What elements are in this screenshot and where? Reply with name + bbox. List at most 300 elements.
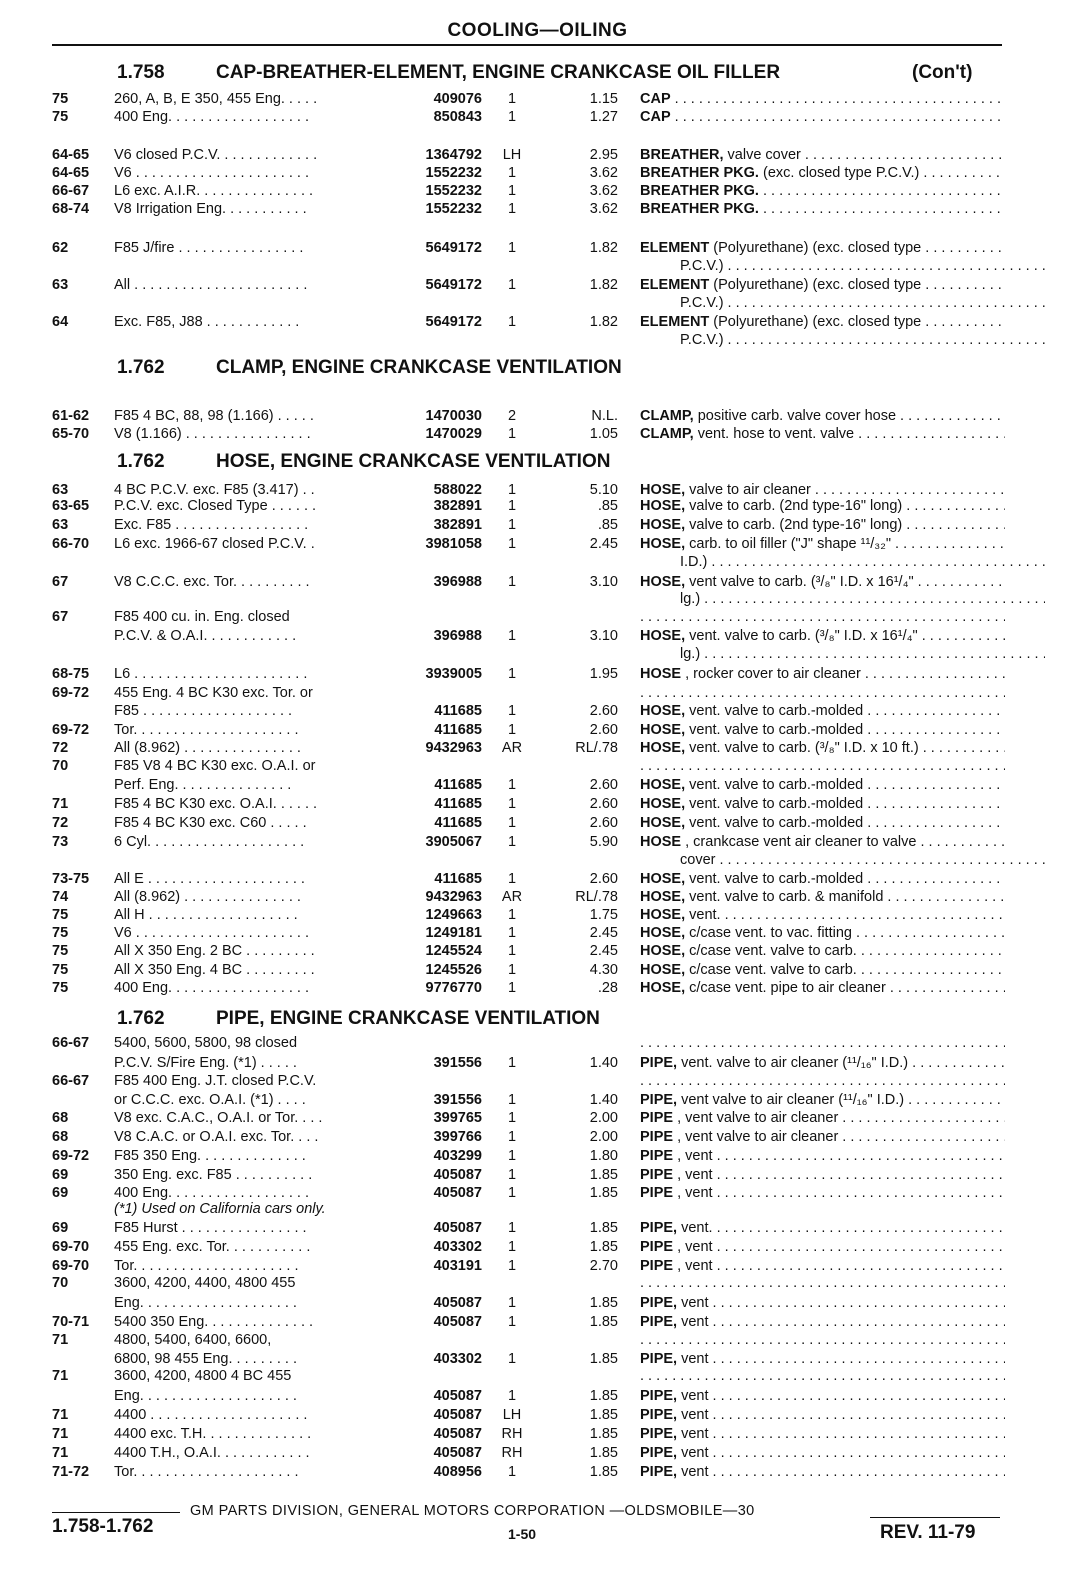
part-description bbox=[640, 200, 1005, 218]
price: 1.40 bbox=[589, 1055, 618, 1071]
part-number: 403299 bbox=[433, 1148, 482, 1164]
model-year: 71 bbox=[52, 1407, 69, 1423]
part-description bbox=[640, 497, 1005, 515]
part-number: 588022 bbox=[433, 482, 482, 498]
part-detail: vent valve to carb. (³/₈" I.D. x 16¹/₄" . . . bbox=[685, 574, 1005, 590]
part-name: PIPE, bbox=[640, 1220, 678, 1236]
part-name: CLAMP, bbox=[640, 408, 694, 424]
application: Eng. . . . . . . . . . . . . . . . . . . . bbox=[114, 1388, 297, 1404]
part-number: 405087 bbox=[433, 1388, 482, 1404]
part-description bbox=[640, 1128, 1005, 1146]
price: 1.05 bbox=[589, 426, 618, 442]
part-number: 411685 bbox=[434, 722, 482, 738]
part-name: PIPE bbox=[640, 1110, 674, 1126]
part-description bbox=[640, 1444, 1005, 1462]
price: 1.85 bbox=[589, 1220, 618, 1236]
part-name: HOSE, bbox=[640, 962, 686, 978]
part-name: PIPE bbox=[640, 1167, 674, 1183]
part-description bbox=[640, 164, 1005, 182]
part-number: 3939005 bbox=[425, 666, 482, 682]
application: 455 Eng. exc. Tor. . . . . . . . . . . bbox=[114, 1239, 311, 1255]
part-description bbox=[640, 516, 1005, 534]
part-description bbox=[640, 1313, 1005, 1331]
part-detail: c/case vent. valve to carb. . . . bbox=[685, 943, 1005, 959]
part-description bbox=[640, 645, 1045, 663]
application: or C.C.C. exc. O.A.I. (*1) . . . . bbox=[114, 1092, 306, 1108]
price: 1.85 bbox=[589, 1426, 618, 1442]
part-description bbox=[640, 757, 1005, 775]
part-name: HOSE bbox=[640, 666, 682, 682]
quantity: 1 bbox=[507, 925, 517, 941]
part-description bbox=[640, 573, 1005, 591]
quantity: 1 bbox=[507, 628, 517, 644]
price: 5.90 bbox=[589, 834, 618, 850]
application: 4400 exc. T.H. . . . . . . . . . . . . . bbox=[114, 1426, 312, 1442]
application: All X 350 Eng. 2 BC . . . . . . . . . bbox=[114, 943, 315, 959]
model-year: 69-70 bbox=[52, 1239, 90, 1255]
model-year: 75 bbox=[52, 980, 69, 996]
part-number: 405087 bbox=[433, 1426, 482, 1442]
quantity: 1 bbox=[507, 796, 517, 812]
quantity: 1 bbox=[507, 1239, 517, 1255]
part-number: 1470029 bbox=[425, 426, 482, 442]
application: F85 . . . . . . . . . . . . . . . . . . . bbox=[114, 703, 293, 719]
quantity: 1 bbox=[507, 314, 517, 330]
part-number: 3905067 bbox=[425, 834, 482, 850]
price: 2.60 bbox=[589, 703, 618, 719]
model-year: 68 bbox=[52, 1110, 69, 1126]
part-number: 1245524 bbox=[425, 943, 482, 959]
quantity: 1 bbox=[507, 536, 517, 552]
price: RL/.78 bbox=[575, 740, 618, 756]
part-name: HOSE, bbox=[640, 871, 686, 887]
part-name: HOSE, bbox=[640, 796, 686, 812]
part-description bbox=[640, 608, 1005, 626]
part-detail: (Polyurethane) (exc. closed type . . . bbox=[709, 277, 1005, 293]
quantity: 1 bbox=[507, 1055, 517, 1071]
part-detail bbox=[671, 109, 1005, 125]
part-detail: lg.) . . . bbox=[680, 646, 1045, 662]
application: All X 350 Eng. 4 BC . . . . . . . . . bbox=[114, 962, 315, 978]
part-description bbox=[640, 239, 1005, 257]
price: 2.60 bbox=[589, 777, 618, 793]
footer-page-number: 1-50 bbox=[508, 1526, 537, 1542]
part-number: 396988 bbox=[433, 628, 482, 644]
part-detail: vent . . . bbox=[677, 1388, 1005, 1404]
part-number: 5649172 bbox=[425, 277, 482, 293]
price: 2.60 bbox=[589, 722, 618, 738]
part-name: PIPE, bbox=[640, 1407, 678, 1423]
section-title: CLAMP, ENGINE CRANKCASE VENTILATION bbox=[216, 357, 622, 378]
part-detail bbox=[759, 201, 1005, 217]
part-name: PIPE bbox=[640, 1185, 674, 1201]
model-year: 71 bbox=[52, 1368, 69, 1384]
part-number: 403302 bbox=[433, 1351, 482, 1367]
part-detail: vent. . . . bbox=[685, 907, 1005, 923]
quantity: 1 bbox=[507, 907, 517, 923]
footer-rule-left bbox=[52, 1512, 180, 1513]
part-name: PIPE, bbox=[640, 1092, 678, 1108]
price: 2.00 bbox=[589, 1129, 618, 1145]
part-description bbox=[640, 331, 1045, 349]
part-description bbox=[640, 313, 1005, 331]
application: L6 . . . . . . . . . . . . . . . . . . . . . . bbox=[114, 666, 308, 682]
part-description bbox=[640, 1184, 1005, 1202]
price: 2.95 bbox=[589, 147, 618, 163]
quantity: 1 bbox=[507, 201, 517, 217]
part-name: HOSE bbox=[640, 834, 682, 850]
price: 1.85 bbox=[589, 1445, 618, 1461]
part-description bbox=[640, 1147, 1005, 1165]
part-detail: , crankcase vent air cleaner to valve . . . bbox=[681, 834, 1005, 850]
part-number: 411685 bbox=[434, 777, 482, 793]
part-name: HOSE, bbox=[640, 722, 686, 738]
part-description bbox=[640, 906, 1005, 924]
quantity: 1 bbox=[507, 1185, 517, 1201]
application: Tor. . . . . . . . . . . . . . . . . . . . . bbox=[114, 722, 299, 738]
application: F85 4 BC, 88, 98 (1.166) . . . . . bbox=[114, 408, 314, 424]
part-detail bbox=[671, 91, 1005, 107]
part-number: 9432963 bbox=[425, 740, 482, 756]
part-description bbox=[640, 1238, 1005, 1256]
quantity: 1 bbox=[507, 871, 517, 887]
model-year: 75 bbox=[52, 109, 69, 125]
quantity: 1 bbox=[507, 1258, 517, 1274]
application: V8 Irrigation Eng. . . . . . . . . . . bbox=[114, 201, 307, 217]
part-description bbox=[640, 1463, 1005, 1481]
part-detail: valve to air cleaner . . . bbox=[685, 482, 1005, 498]
part-description bbox=[640, 684, 1005, 702]
quantity: 1 bbox=[507, 1129, 517, 1145]
part-detail: , vent . . . bbox=[673, 1185, 1005, 1201]
model-year: 62 bbox=[52, 240, 69, 256]
quantity: 1 bbox=[507, 1388, 517, 1404]
part-detail: vent . . . bbox=[677, 1295, 1005, 1311]
part-detail: (Polyurethane) (exc. closed type . . . bbox=[709, 314, 1005, 330]
application: Tor. . . . . . . . . . . . . . . . . . . . . bbox=[114, 1258, 299, 1274]
quantity: 1 bbox=[507, 1351, 517, 1367]
model-year: 69-72 bbox=[52, 1148, 90, 1164]
part-description bbox=[640, 979, 1005, 997]
part-detail: positive carb. valve cover hose . . . . . . bbox=[694, 408, 1005, 424]
part-description bbox=[640, 1166, 1005, 1184]
quantity: RH bbox=[501, 1426, 523, 1442]
application: 350 Eng. exc. F85 . . . . . . . . . . bbox=[114, 1167, 313, 1183]
part-number: 399766 bbox=[433, 1129, 482, 1145]
model-year: 66-67 bbox=[52, 183, 90, 199]
price: 2.45 bbox=[589, 943, 618, 959]
application: F85 Hurst . . . . . . . . . . . . . . . . bbox=[114, 1220, 307, 1236]
quantity: AR bbox=[501, 889, 523, 905]
part-description bbox=[640, 182, 1005, 200]
price: N.L. bbox=[591, 408, 618, 424]
part-description bbox=[640, 1387, 1005, 1405]
application: 5400 350 Eng. . . . . . . . . . . . . . bbox=[114, 1314, 314, 1330]
section-title: HOSE, ENGINE CRANKCASE VENTILATION bbox=[216, 451, 611, 472]
part-number: 408956 bbox=[433, 1464, 482, 1480]
application: V8 (1.166) . . . . . . . . . . . . . . . . bbox=[114, 426, 311, 442]
part-description bbox=[640, 1091, 1005, 1109]
part-detail: vent . . . bbox=[677, 1426, 1005, 1442]
application: All H . . . . . . . . . . . . . . . . . . . bbox=[114, 907, 298, 923]
part-description bbox=[640, 1219, 1005, 1237]
application: 455 Eng. 4 BC K30 exc. Tor. or bbox=[114, 685, 313, 701]
part-description bbox=[640, 590, 1045, 608]
part-detail: c/case vent. to vac. fitting . . . bbox=[685, 925, 1005, 941]
application: F85 400 Eng. J.T. closed P.C.V. bbox=[114, 1073, 317, 1089]
price: .85 bbox=[597, 498, 618, 514]
part-number: 5649172 bbox=[425, 240, 482, 256]
application: F85 4 BC K30 exc. C60 . . . . . bbox=[114, 815, 307, 831]
section-heading bbox=[117, 62, 973, 84]
quantity: 1 bbox=[507, 109, 517, 125]
application: L6 exc. 1966-67 closed P.C.V. . bbox=[114, 536, 315, 552]
part-description bbox=[640, 1034, 1005, 1052]
part-detail: valve to carb. (2nd type-16" long) . . . . . bbox=[685, 517, 1005, 533]
part-number: 3981058 bbox=[425, 536, 482, 552]
part-name: PIPE, bbox=[640, 1351, 678, 1367]
part-name: HOSE, bbox=[640, 740, 686, 756]
part-description bbox=[640, 407, 1005, 425]
application: Exc. F85 . . . . . . . . . . . . . . . . . bbox=[114, 517, 309, 533]
part-description bbox=[640, 833, 1005, 851]
price: 3.62 bbox=[589, 183, 618, 199]
quantity: LH bbox=[502, 1407, 522, 1423]
price: 3.10 bbox=[589, 628, 618, 644]
model-year: 69-72 bbox=[52, 722, 90, 738]
quantity: 1 bbox=[507, 1295, 517, 1311]
price: 1.85 bbox=[589, 1239, 618, 1255]
part-detail: vent. valve to carb.-molded . . . bbox=[685, 777, 1005, 793]
part-description bbox=[640, 1109, 1005, 1127]
model-year: 66-67 bbox=[52, 1073, 90, 1089]
application: V8 C.C.C. exc. Tor. . . . . . . . . . bbox=[114, 574, 310, 590]
application: V6 closed P.C.V. . . . . . . . . . . . . bbox=[114, 147, 318, 163]
quantity: LH bbox=[502, 147, 522, 163]
part-detail: , vent valve to air cleaner . . . bbox=[673, 1129, 1005, 1145]
part-number: 1245526 bbox=[425, 962, 482, 978]
price: 1.85 bbox=[589, 1167, 618, 1183]
price: 1.85 bbox=[589, 1351, 618, 1367]
model-year: 68 bbox=[52, 1129, 69, 1145]
part-name: HOSE, bbox=[640, 517, 686, 533]
model-year: 71 bbox=[52, 1445, 69, 1461]
footnote: (*1) Used on California cars only. bbox=[114, 1201, 326, 1217]
part-description bbox=[640, 702, 1005, 720]
quantity: 1 bbox=[507, 165, 517, 181]
part-description bbox=[640, 425, 1005, 443]
section-title: PIPE, ENGINE CRANKCASE VENTILATION bbox=[216, 1008, 600, 1029]
part-description bbox=[640, 814, 1005, 832]
price: 1.15 bbox=[589, 91, 618, 107]
quantity: RH bbox=[501, 1445, 523, 1461]
part-number: 405087 bbox=[433, 1407, 482, 1423]
part-description bbox=[640, 553, 1045, 571]
footer-section-range: 1.758-1.762 bbox=[52, 1516, 154, 1537]
model-year: 71 bbox=[52, 1332, 69, 1348]
part-number: 405087 bbox=[433, 1295, 482, 1311]
quantity: 1 bbox=[507, 498, 517, 514]
part-description bbox=[640, 108, 1005, 126]
model-year: 63 bbox=[52, 517, 69, 533]
part-number: 9776770 bbox=[425, 980, 482, 996]
model-year: 63-65 bbox=[52, 498, 90, 514]
part-name: HOSE, bbox=[640, 980, 686, 996]
model-year: 64-65 bbox=[52, 165, 90, 181]
page-title: COOLING—OILING bbox=[447, 20, 628, 41]
part-description bbox=[640, 1406, 1005, 1424]
part-detail bbox=[640, 758, 1005, 774]
model-year: 70 bbox=[52, 758, 69, 774]
application: 4400 T.H., O.A.I. . . . . . . . . . . . bbox=[114, 1445, 310, 1461]
model-year: 73-75 bbox=[52, 871, 90, 887]
part-number: 405087 bbox=[433, 1314, 482, 1330]
model-year: 68-74 bbox=[52, 201, 90, 217]
part-name: PIPE, bbox=[640, 1055, 678, 1071]
price: 2.60 bbox=[589, 871, 618, 887]
application: 400 Eng. . . . . . . . . . . . . . . . . . bbox=[114, 980, 310, 996]
quantity: 1 bbox=[507, 980, 517, 996]
model-year: 69 bbox=[52, 1185, 69, 1201]
part-detail: vent. hose to vent. valve . . . bbox=[694, 426, 1005, 442]
part-description bbox=[640, 276, 1005, 294]
part-description bbox=[640, 1274, 1005, 1292]
part-description bbox=[640, 739, 1005, 757]
application: All . . . . . . . . . . . . . . . . . . . . . . bbox=[114, 277, 308, 293]
application: 3600, 4200, 4400, 4800 455 bbox=[114, 1275, 296, 1291]
application: 6800, 98 455 Eng. . . . . . . . . bbox=[114, 1351, 297, 1367]
price: 2.45 bbox=[589, 536, 618, 552]
application: F85 350 Eng. . . . . . . . . . . . . . bbox=[114, 1148, 306, 1164]
part-detail: P.C.V.) . . . bbox=[680, 295, 1045, 311]
quantity: 1 bbox=[507, 815, 517, 831]
price: 1.40 bbox=[589, 1092, 618, 1108]
part-number: 396988 bbox=[433, 574, 482, 590]
section-number: 1.762 bbox=[117, 357, 165, 378]
part-description bbox=[640, 294, 1045, 312]
part-description bbox=[640, 1294, 1005, 1312]
part-description bbox=[640, 851, 1045, 869]
part-detail: (Polyurethane) (exc. closed type . . . bbox=[709, 240, 1005, 256]
part-number: 405087 bbox=[433, 1445, 482, 1461]
part-description bbox=[640, 1072, 1005, 1090]
application: 5400, 5600, 5800, 98 closed bbox=[114, 1035, 298, 1051]
part-name: HOSE, bbox=[640, 498, 686, 514]
part-number: 411685 bbox=[434, 703, 482, 719]
part-name: HOSE, bbox=[640, 943, 686, 959]
price: 1.85 bbox=[589, 1407, 618, 1423]
model-year: 75 bbox=[52, 907, 69, 923]
price: 1.85 bbox=[589, 1185, 618, 1201]
part-description bbox=[640, 942, 1005, 960]
part-name: PIPE, bbox=[640, 1464, 678, 1480]
part-detail: P.C.V.) . . . bbox=[680, 258, 1045, 274]
application: 400 Eng. . . . . . . . . . . . . . . . . . bbox=[114, 1185, 310, 1201]
model-year: 75 bbox=[52, 962, 69, 978]
quantity: AR bbox=[501, 740, 523, 756]
price: 1.85 bbox=[589, 1295, 618, 1311]
part-detail: vent. . . . bbox=[677, 1220, 1005, 1236]
part-detail: vent . . . bbox=[677, 1445, 1005, 1461]
section-number: 1.762 bbox=[117, 1008, 165, 1029]
section-number: 1.762 bbox=[117, 451, 165, 472]
model-year: 70 bbox=[52, 1275, 69, 1291]
part-description bbox=[640, 627, 1005, 645]
model-year: 70-71 bbox=[52, 1314, 90, 1330]
part-description bbox=[640, 888, 1005, 906]
application: F85 400 cu. in. Eng. closed bbox=[114, 609, 290, 625]
section-heading bbox=[117, 357, 622, 379]
part-detail: (exc. closed type P.C.V.) . . . . bbox=[759, 165, 1005, 181]
application: V6 . . . . . . . . . . . . . . . . . . . . . . bbox=[114, 165, 309, 181]
part-name: CAP bbox=[640, 91, 671, 107]
part-detail: vent. valve to carb. (³/₈" I.D. x 10 ft.) . . . bbox=[685, 740, 1005, 756]
part-name: PIPE, bbox=[640, 1388, 678, 1404]
application: 6 Cyl. . . . . . . . . . . . . . . . . . . . bbox=[114, 834, 305, 850]
part-number: 382891 bbox=[433, 517, 482, 533]
part-description bbox=[640, 870, 1005, 888]
model-year: 71 bbox=[52, 1426, 69, 1442]
model-year: 75 bbox=[52, 943, 69, 959]
part-description bbox=[640, 535, 1005, 553]
application: All E . . . . . . . . . . . . . . . . . . . . bbox=[114, 871, 305, 887]
part-detail: , vent . . . bbox=[673, 1148, 1005, 1164]
part-detail bbox=[640, 1368, 1005, 1384]
part-name: HOSE, bbox=[640, 536, 686, 552]
part-detail bbox=[759, 183, 1005, 199]
part-name: ELEMENT bbox=[640, 314, 710, 330]
price: .85 bbox=[597, 517, 618, 533]
model-year: 72 bbox=[52, 815, 69, 831]
price: 4.30 bbox=[589, 962, 618, 978]
part-name: BREATHER PKG. bbox=[640, 183, 759, 199]
model-year: 71-72 bbox=[52, 1464, 90, 1480]
part-detail: vent. valve to carb.-molded . . . bbox=[685, 815, 1005, 831]
application: 4400 . . . . . . . . . . . . . . . . . . . . bbox=[114, 1407, 308, 1423]
part-detail: vent . . . bbox=[677, 1407, 1005, 1423]
price: 1.75 bbox=[589, 907, 618, 923]
price: 1.95 bbox=[589, 666, 618, 682]
part-detail bbox=[640, 1073, 1005, 1089]
part-name: HOSE, bbox=[640, 777, 686, 793]
application: P.C.V. S/Fire Eng. (*1) . . . . . bbox=[114, 1055, 297, 1071]
part-detail: I.D.) . . . bbox=[680, 554, 1045, 570]
part-description bbox=[640, 1331, 1005, 1349]
part-number: 405087 bbox=[433, 1167, 482, 1183]
model-year: 68-75 bbox=[52, 666, 90, 682]
part-description bbox=[640, 776, 1005, 794]
quantity: 1 bbox=[507, 240, 517, 256]
part-name: HOSE, bbox=[640, 907, 686, 923]
application: F85 J/fire . . . . . . . . . . . . . . . . bbox=[114, 240, 304, 256]
part-name: BREATHER, bbox=[640, 147, 724, 163]
application: P.C.V. exc. Closed Type . . . . . . bbox=[114, 498, 317, 514]
price: 1.82 bbox=[589, 277, 618, 293]
price: 2.60 bbox=[589, 796, 618, 812]
application: V8 exc. C.A.C., O.A.I. or Tor. . . . bbox=[114, 1110, 323, 1126]
price: .28 bbox=[597, 980, 618, 996]
quantity: 1 bbox=[507, 183, 517, 199]
part-number: 411685 bbox=[434, 796, 482, 812]
part-name: PIPE bbox=[640, 1129, 674, 1145]
part-name: HOSE, bbox=[640, 703, 686, 719]
quantity: 1 bbox=[507, 943, 517, 959]
application: V6 . . . . . . . . . . . . . . . . . . . . . . bbox=[114, 925, 309, 941]
quantity: 1 bbox=[507, 517, 517, 533]
part-description bbox=[640, 1054, 1005, 1072]
part-description bbox=[640, 90, 1005, 108]
part-name: ELEMENT bbox=[640, 240, 710, 256]
